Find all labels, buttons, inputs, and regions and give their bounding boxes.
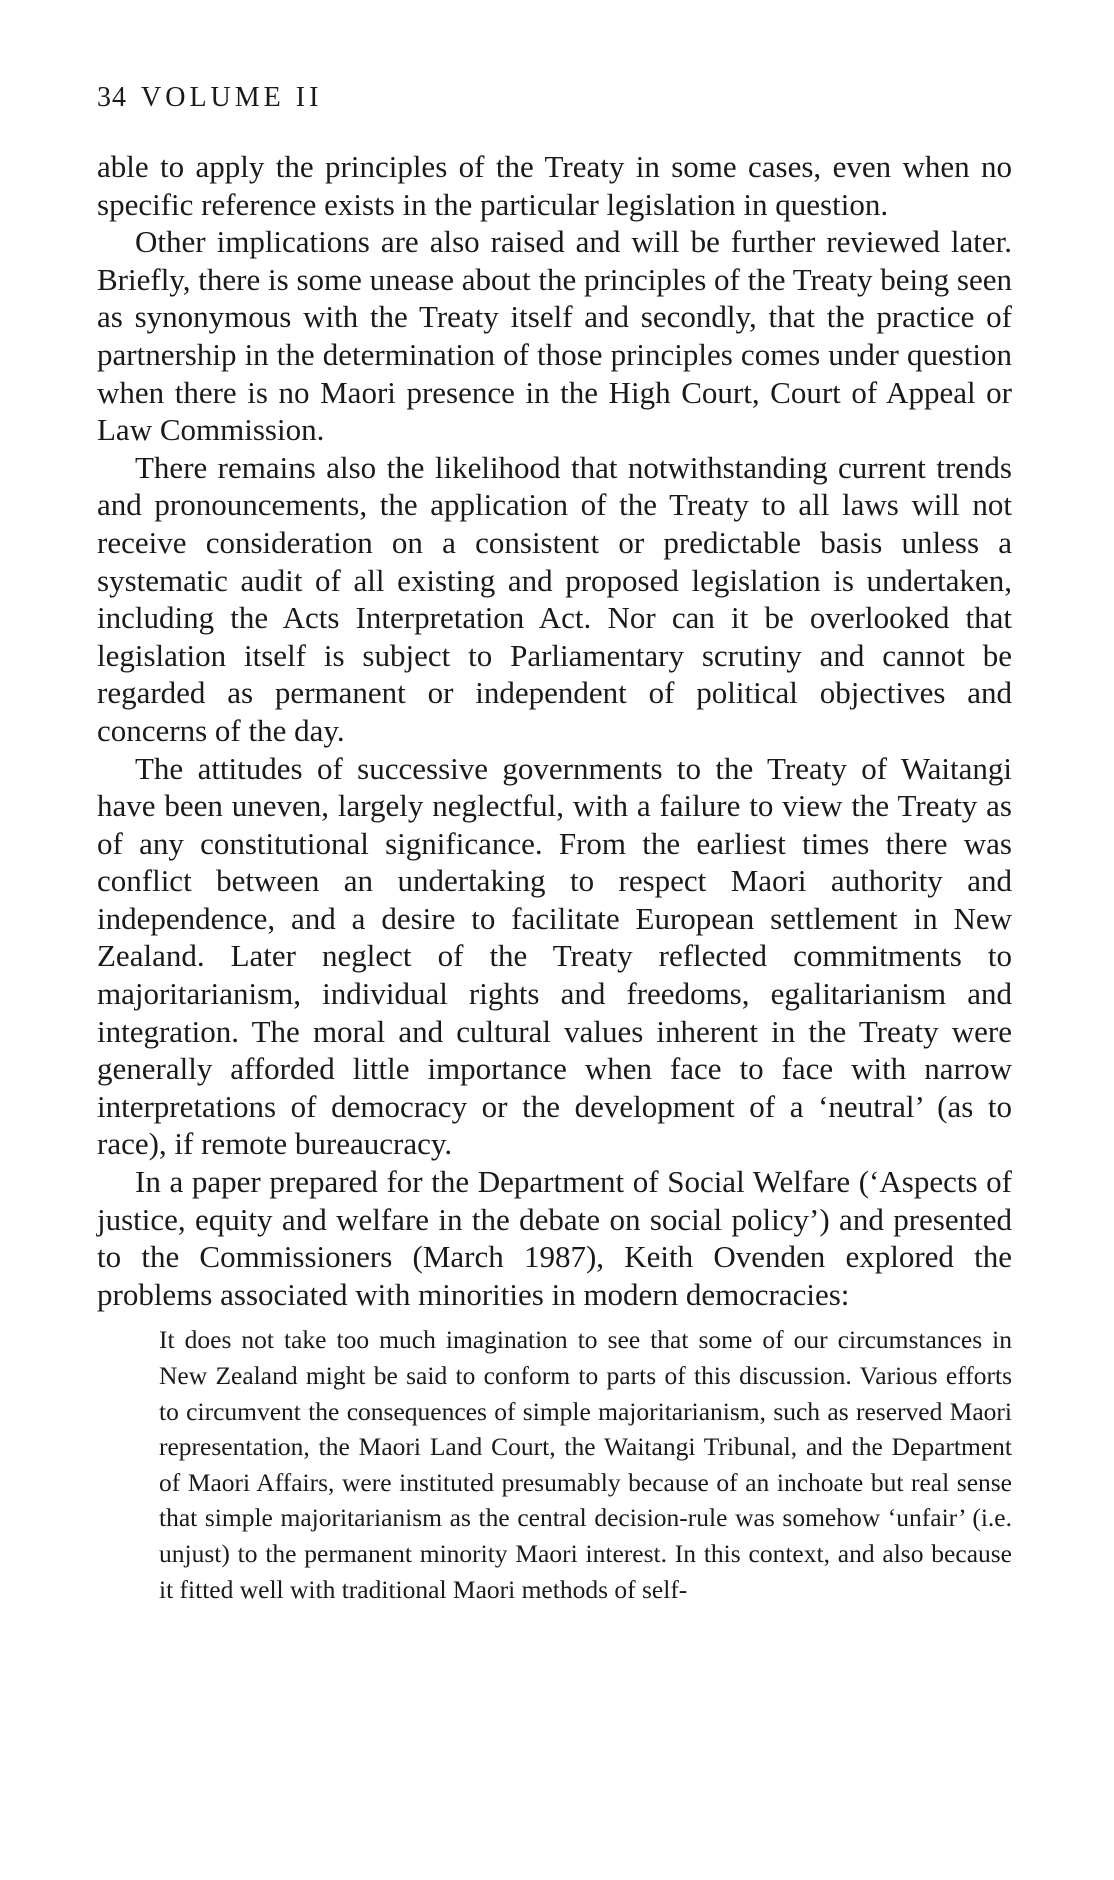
body-text <box>97 148 1012 1607</box>
page-number: 34 <box>97 82 127 113</box>
paragraph-continued: able to apply the principles of the Treaty in some cases, even when no specific reference exists in the particular legislation in question. <box>97 149 1012 222</box>
volume-label: VOLUME II <box>141 82 323 113</box>
paragraph-ovenden-paper: In a paper prepared for the Department of Social Welfare (‘Aspects of justice, equity and welfare in the debate on social policy’) and presented to the Commissioners (March 1987), Keith Ovenden explored the problems associated with minorities in modern democracies: <box>97 1164 1012 1312</box>
paragraph-legislation-audit: There remains also the likelihood that notwithstanding current trends and pronouncements, the application of the Treaty to all laws will not receive consideration on a consistent or predictable basis unless a systematic audit of all existing and proposed legislation is undertaken, including the Acts Interpretation Act. Nor can it be overlooked that legislation itself is subject to Parliamentary scrutiny and cannot be regarded as permanent or independent of political objectives and concerns of the day. <box>97 449 1012 748</box>
running-head <box>97 84 322 112</box>
block-quote: It does not take too much imagination to see that some of our circumstances in New Zealand might be said to conform to parts of this discussion. Various efforts to circumvent the consequences of simple majoritarianism, such as reserved Maori representation, the Maori Land Court, the Waitangi Tribunal, and the Department of Maori Affairs, were instituted presumably because of an inchoate but real sense that simple majoritarianism as the central decision-rule was somehow ‘unfair’ (i.e. unjust) to the permanent minority Maori interest. In this context, and also because it fitted well with traditional Maori methods of self- <box>159 1325 1012 1604</box>
paragraph-government-attitudes: The attitudes of successive governments to the Treaty of Waitangi have been uneven, largely neglectful, with a failure to view the Treaty as of any constitutional significance. From the earliest times there was conflict between an undertaking to respect Maori authority and independence, and a desire to facilitate European settlement in New Zealand. Later neglect of the Treaty reflected commitments to majoritarianism, individual rights and freedoms, egalitarianism and integration. The moral and cultural values inherent in the Treaty were generally afforded little importance when face to face with narrow interpretations of democracy or the development of a ‘neutral’ (as to race), if remote bureaucracy. <box>97 750 1012 1162</box>
paragraph-principles-unease: Other implications are also raised and will be further reviewed later. Briefly, there is some unease about the principles of the Treaty being seen as synonymous with the Treaty itself and secondly, that the practice of partnership in the determination of those principles comes under question when there is no Maori presence in the High Court, Court of Appeal or Law Commission. <box>97 224 1012 448</box>
